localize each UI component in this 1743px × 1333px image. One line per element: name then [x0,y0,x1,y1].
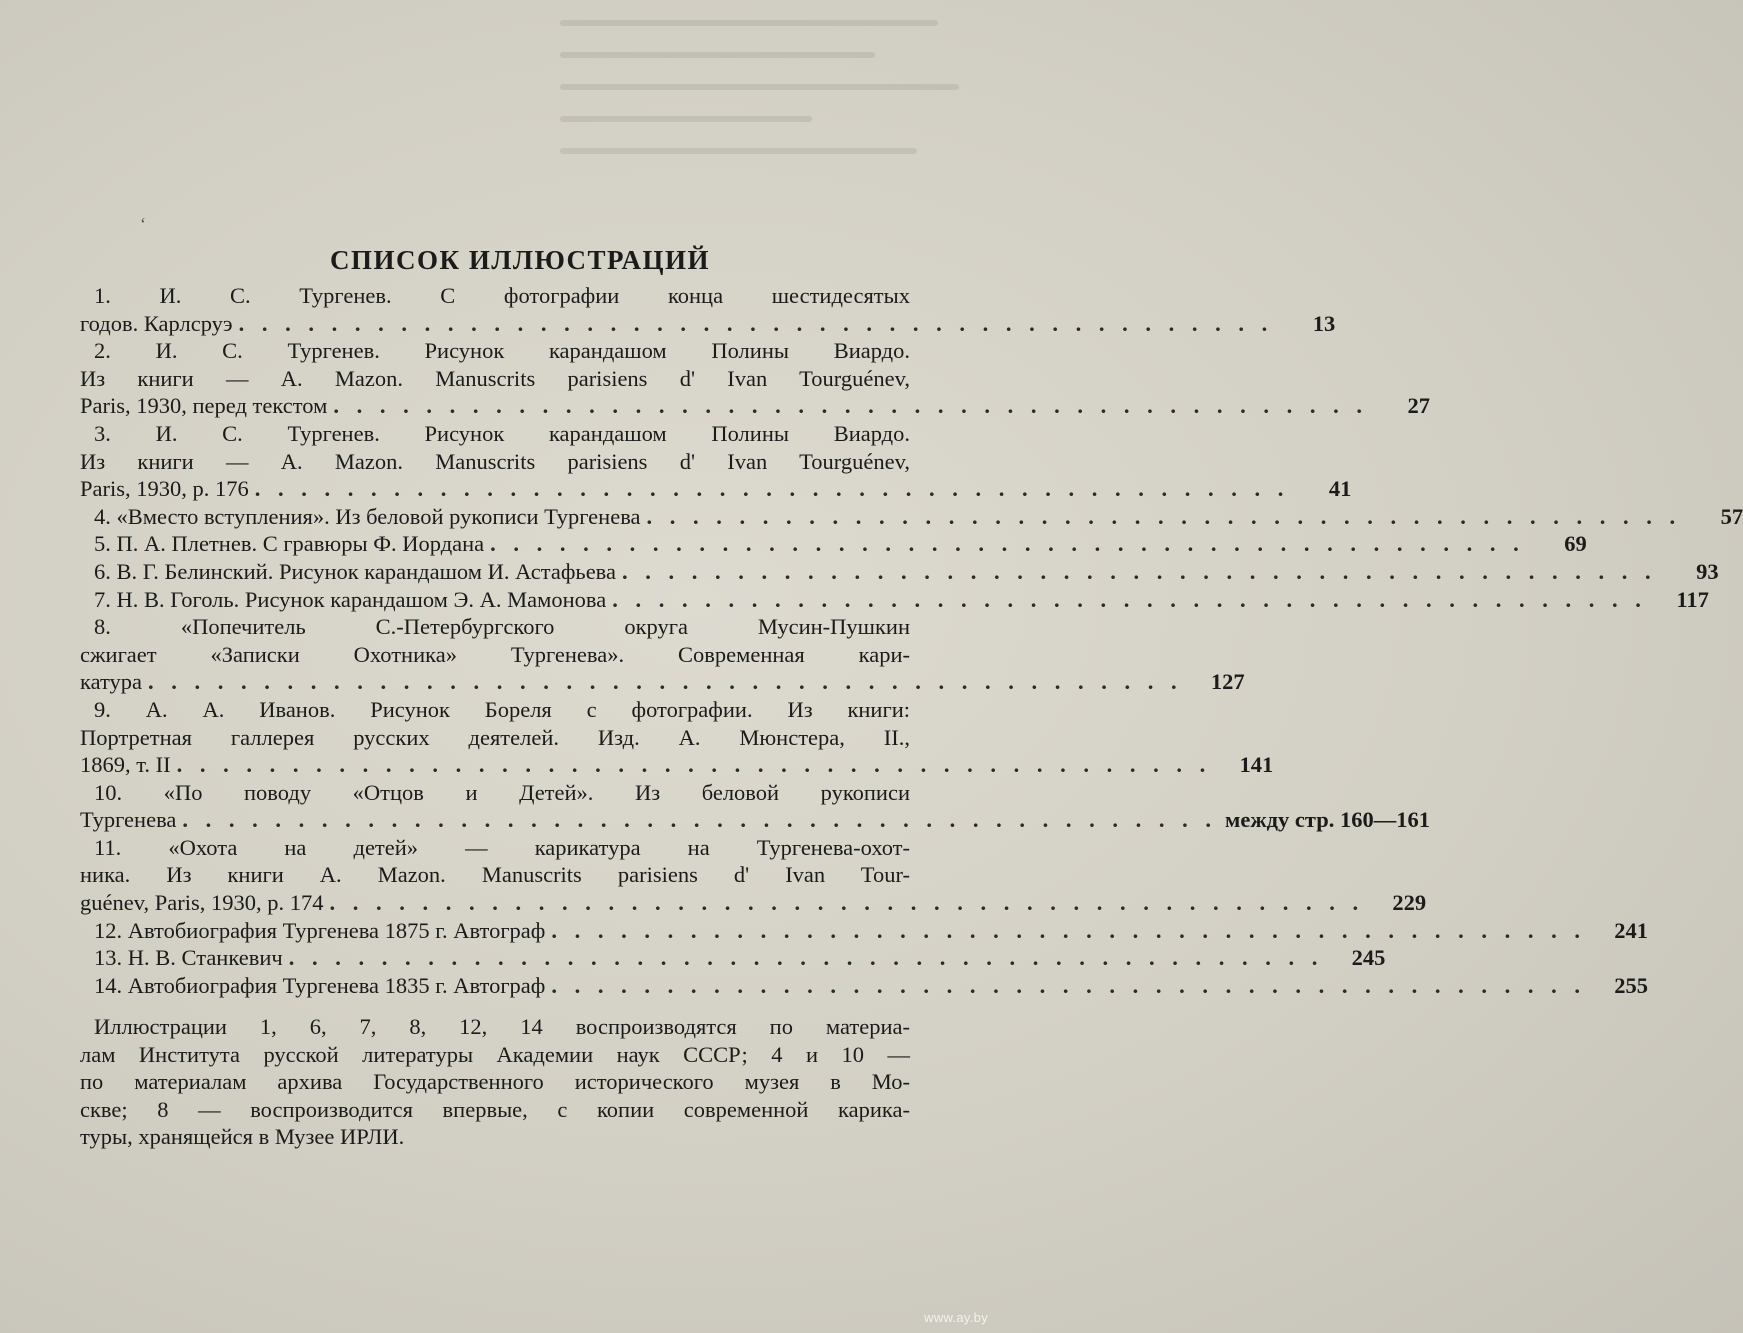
entry-line: 10. «По поводу «Отцов и Детей». Из беловой рукописи [94,779,910,805]
list-item [80,337,1430,420]
illustration-source-note [80,1013,910,1151]
entry-text: 1869, т. II [80,752,171,778]
list-item [80,779,1430,834]
list-item [80,944,1386,972]
entry-last-line [80,944,1386,972]
entry-text: Paris, 1930, перед текстом [80,393,328,419]
entry-line: Из книги — A. Mazon. Manuscrits parisiens d' Ivan Tourguénev, [80,365,910,391]
illustration-list [80,282,1743,999]
entry-text: 7. Н. В. Гоголь. Рисунок карандашом Э. А. Мамонова [94,586,607,612]
entry-last-line [80,917,1648,945]
list-item [80,972,1648,1000]
page-number: 117 [1676,586,1709,612]
note-line: по материалам архива Государственного исторического музея в Мо- [80,1069,910,1095]
entry-text: 4. «Вместо вступления». Из беловой рукописи Тургенева [94,503,641,529]
entry-text: 12. Автобиография Тургенева 1875 г. Автограф [94,917,546,943]
entry-text: 5. П. А. Плетнев. С гравюры Ф. Иордана [94,531,485,557]
page-number: между стр. 160—161 [1225,807,1430,833]
note-line: Иллюстрации 1, 6, 7, 8, 12, 14 воспроизводятся по материа- [94,1014,910,1039]
page-title: СПИСОК ИЛЛЮСТРАЦИЙ [329,245,711,275]
entry-last-line [80,503,1743,531]
leader-dots: . . . . . . . . . . . . . . . . . . . . . . . . . . . . . . . . . . . . . . . . . . . . . [176,752,1212,778]
entry-line: 9. А. А. Иванов. Рисунок Бореля с фотографии. Из книги: [94,696,910,722]
leader-dots: . . . . . . . . . . . . . . . . . . . . . . . . . . . . . . . . . . . . . . . . . . . . . [333,393,1368,419]
leader-dots: . . . . . . . . . . . . . . . . . . . . . . . . . . . . . . . . . . . . . . . . . . . . . [622,558,1657,584]
list-item [80,503,1743,531]
list-item [80,696,1274,779]
list-item [80,586,1709,614]
list-item [80,613,1245,696]
note-line: туры, хранящейся в Музее ИРЛИ. [80,1124,405,1150]
leader-dots: . . . . . . . . . . . . . . . . . . . . . . . . . . . . . . . . . . . . . . . . . . . . . [329,890,1365,916]
leader-dots: . . . . . . . . . . . . . . . . . . . . . . . . . . . . . . . . . . . . . . . . . . . . . [612,586,1647,612]
note-line: скве; 8 — воспроизводится впервые, с копии современной карика- [80,1096,910,1122]
leader-dots: . . . . . . . . . . . . . . . . . . . . . . . . . . . . . . . . . . . . . . . . . . . . . [490,531,1525,557]
entry-last-line [80,972,1648,1000]
entry-text: 14. Автобиография Тургенева 1835 г. Автограф [94,972,546,998]
entry-text: катура [80,669,143,695]
bleed-through-text [560,20,980,200]
entry-last-line [80,475,1352,503]
leader-dots: . . . . . . . . . . . . . . . . . . . . . . . . . . . . . . . . . . . . . . . . . . . . . [551,917,1586,943]
watermark: www.ay.by [924,1310,988,1325]
entry-last-line [80,558,1719,586]
page-number: 27 [1407,393,1430,419]
entry-line: Из книги — A. Mazon. Manuscrits parisiens d' Ivan Tourguénev, [80,448,910,474]
entry-last-line [80,751,1274,779]
entry-text: Paris, 1930, p. 176 [80,476,249,502]
leader-dots: . . . . . . . . . . . . . . . . . . . . . . . . . . . . . . . . . . . . . . . . . . . . . [238,310,1274,336]
entry-last-line [80,806,1430,834]
page-number: 41 [1328,476,1352,502]
list-item [80,530,1587,558]
leader-dots: . . . . . . . . . . . . . . . . . . . . . . . . . . . . . . . . . . . . . . . . . . . . . [551,972,1586,998]
leader-dots: . . . . . . . . . . . . . . . . . . . . . . . . . . . . . . . . . . . . . . . . . . . . . [148,669,1183,695]
entry-line: 3. И. С. Тургенев. Рисунок карандашом Полины Виардо. [94,420,910,446]
entry-text: годов. Карлсруэ [80,310,233,336]
entry-last-line [80,530,1587,558]
entry-line: сжигает «Записки Охотника» Тургенева». Современная кари- [80,641,910,667]
leader-dots: . . . . . . . . . . . . . . . . . . . . . . . . . . . . . . . . . . . . . . . . . . . . . [182,807,1218,833]
page-number: 69 [1564,531,1587,557]
entry-line: 1. И. С. Тургенев. С фотографии конца шестидесятых [94,283,910,308]
leader-dots: . . . . . . . . . . . . . . . . . . . . . . . . . . . . . . . . . . . . . . . . . . . . . [646,503,1682,529]
margin-mark: ‘ [140,214,146,234]
list-item [80,917,1648,945]
entry-text: Тургенева [80,807,177,833]
page-number: 13 [1312,310,1336,336]
entry-last-line [80,392,1430,420]
entry-last-line [80,310,1336,338]
entry-line: 11. «Охота на детей» — карикатура на Тургенева-охот- [94,834,910,860]
entry-last-line [80,889,1427,917]
entry-text: 13. Н. В. Станкевич [94,945,283,971]
list-item [80,282,1336,337]
leader-dots: . . . . . . . . . . . . . . . . . . . . . . . . . . . . . . . . . . . . . . . . . . . . . [288,945,1324,971]
page-number: 127 [1210,669,1245,695]
entry-last-line [80,668,1245,696]
page-number: 245 [1351,945,1386,971]
page-number: 141 [1239,752,1274,778]
leader-dots: . . . . . . . . . . . . . . . . . . . . . . . . . . . . . . . . . . . . . . . . . . . . . [254,476,1290,502]
list-item [80,420,1352,503]
page-number: 93 [1696,558,1719,584]
entry-line: 2. И. С. Тургенев. Рисунок карандашом Полины Виардо. [94,338,910,364]
page-number: 57 [1720,503,1743,529]
page-number: 229 [1392,890,1427,916]
entry-line: Портретная галлерея русских деятелей. Изд. А. Мюнстера, II., [80,724,910,750]
list-item [80,558,1719,586]
entry-line: 8. «Попечитель С.-Петербургского округа Мусин-Пушкин [94,614,910,640]
entry-text: guénev, Paris, 1930, p. 174 [80,890,324,916]
list-item [80,834,1427,917]
entry-last-line [80,586,1709,614]
page-number: 241 [1614,917,1648,943]
entry-text: 6. В. Г. Белинский. Рисунок карандашом И. Астафьева [94,558,616,584]
page-number: 255 [1614,972,1648,998]
note-line: лам Института русской литературы Академии наук СССР; 4 и 10 — [80,1041,910,1067]
entry-line: ника. Из книги A. Mazon. Manuscrits parisiens d' Ivan Tour- [80,862,910,888]
